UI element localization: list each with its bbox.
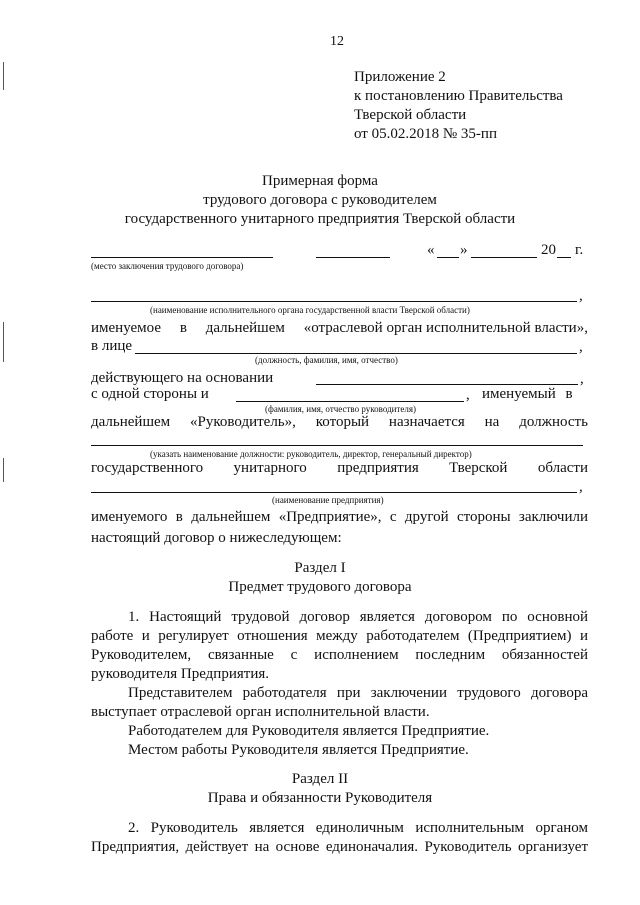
agreement-line: настоящий договор о нижеследующем: [91, 530, 342, 546]
director-fio-blank [236, 401, 464, 402]
section2-p1-line1: 2. Руководитель является единоличным исполнительным органом [128, 820, 588, 836]
hereinafter-word: назначается [388, 414, 465, 430]
named-word: в [179, 320, 187, 336]
enterprise-comma: , [579, 479, 583, 495]
named-m-label: именуемый в [482, 386, 573, 402]
section1-p1-line1: 1. Настоящий трудовой договор является договором по основной [128, 609, 588, 625]
title-line-3: государственного унитарного предприятия Тверской области [124, 211, 516, 227]
final-word: заключили [518, 509, 588, 525]
section1-p1-last: руководителя Предприятия. [91, 666, 269, 682]
appendix-line-3: Тверской области [354, 107, 467, 123]
acting-basis-label: действующего на основании [91, 370, 274, 386]
section2-p1-line2: Предприятия, действует на основе единоначалия. Руководитель организует [91, 839, 588, 855]
enterprise-word: области [537, 460, 588, 476]
year-suffix: г. [575, 242, 584, 258]
section1-p4: Местом работы Руководителя является Предприятие. [128, 742, 469, 758]
year-blank [557, 257, 571, 258]
final-word: «Предприятие», [278, 509, 382, 525]
hereinafter-line [91, 414, 588, 434]
fio-note: (фамилия, имя, отчество руководителя) [265, 404, 417, 414]
section1-subheading: Предмет трудового договора [228, 579, 412, 595]
appendix-line-2: к постановлению Правительства [354, 88, 563, 104]
place-note: (место заключения трудового договора) [91, 261, 244, 271]
scan-margin-mark [3, 322, 4, 362]
enterprise-line [91, 460, 588, 480]
named-line [91, 320, 588, 340]
section1-p3: Работодателем для Руководителя является Предприятие. [128, 723, 490, 739]
place-blank [91, 257, 273, 258]
extra-blank [316, 257, 390, 258]
section1-p1-line2: работе и регулирует отношения между работодателем (Предприятием) и [91, 628, 588, 644]
date-open-quote: « [427, 242, 435, 258]
one-side-label: с одной стороны и [91, 386, 209, 402]
section1-p2-last: выступает отраслевой орган исполнительной власти. [91, 704, 430, 720]
section1-p2-line1: Представителем работодателя при заключении трудового договора [128, 685, 588, 701]
final-word: в [175, 509, 183, 525]
hereinafter-word: должность [519, 414, 588, 430]
hereinafter-word: который [315, 414, 370, 430]
in-person-label: в лице [91, 338, 133, 354]
date-close-quote: » [460, 242, 468, 258]
enterprise-word: предприятия [337, 460, 419, 476]
position-blank [135, 353, 577, 354]
final-word: стороны [456, 509, 511, 525]
appendix-line-4: от 05.02.2018 № 35-пп [354, 126, 497, 142]
named-word: дальнейшем [205, 320, 285, 336]
section1-heading: Раздел I [294, 560, 346, 576]
enterprise-blank [91, 492, 577, 493]
named-word: «отраслевой орган исполнительной власти», [303, 320, 588, 336]
position-comma: , [579, 339, 583, 355]
scan-margin-mark [3, 62, 4, 90]
title-line-2: трудового договора с руководителем [203, 192, 437, 208]
position-kind-note: (указать наименование должности: руководитель, директор, генеральный директор) [150, 449, 472, 459]
final-word: дальнейшем [191, 509, 271, 525]
position-note: (должность, фамилия, имя, отчество) [255, 355, 398, 365]
enterprise-note: (наименование предприятия) [272, 495, 384, 505]
section2-heading: Раздел II [291, 771, 349, 787]
hereinafter-word: «Руководитель», [190, 414, 296, 430]
hereinafter-word: на [484, 414, 500, 430]
final-word: с [389, 509, 397, 525]
enterprise-word: государственного [91, 460, 204, 476]
position-kind-blank [91, 445, 583, 446]
organization-blank [91, 301, 577, 302]
appendix-line-1: Приложение 2 [354, 69, 446, 85]
hereinafter-word: дальнейшем [91, 414, 171, 430]
year-prefix: 20 [541, 242, 556, 258]
organization-note: (наименование исполнительного органа государственной власти Тверской области) [150, 305, 470, 315]
section1-p1-line3: Руководителем, связанные с исполнением последним обязанностей [91, 647, 588, 663]
enterprise-word: Тверской [449, 460, 508, 476]
page-number: 12 [330, 34, 344, 49]
enterprise-word: унитарного [233, 460, 307, 476]
scan-margin-mark [3, 458, 4, 482]
enterprise-named-line [91, 509, 588, 529]
named-word: именуемое [91, 320, 161, 336]
final-word: другой [404, 509, 449, 525]
organization-comma: , [579, 288, 583, 304]
basis-comma: , [580, 371, 584, 387]
director-fio-comma: , [466, 387, 470, 403]
final-word: именуемого [91, 509, 168, 525]
section2-subheading: Права и обязанности Руководителя [207, 790, 433, 806]
day-blank [437, 257, 459, 258]
title-line-1: Примерная форма [262, 173, 378, 189]
month-blank [471, 257, 537, 258]
